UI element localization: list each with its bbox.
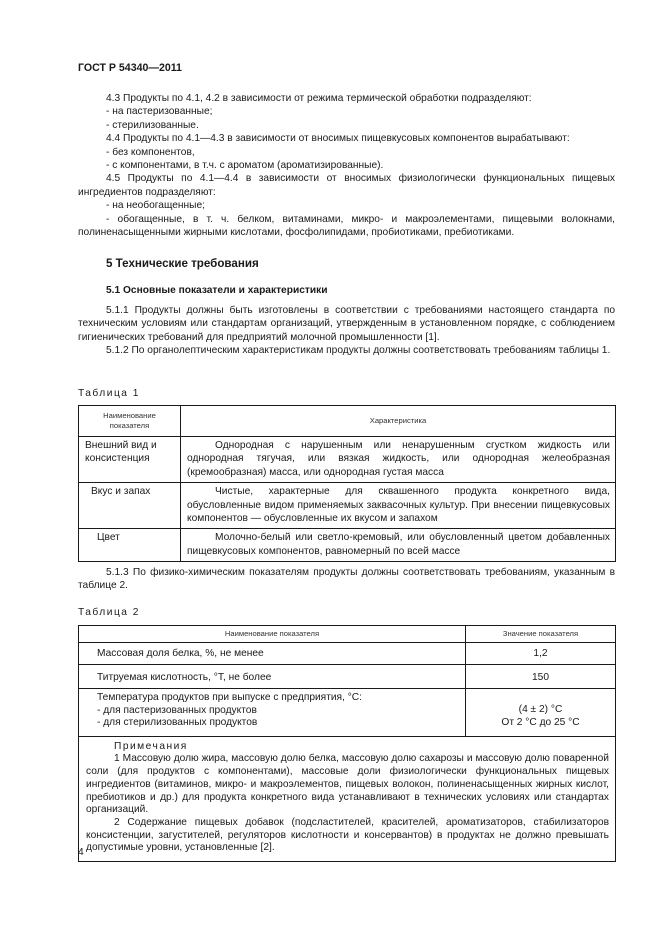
table1-wrap bbox=[78, 405, 615, 562]
table2-header-name: Наименование показателя bbox=[79, 626, 466, 643]
table-row bbox=[79, 483, 616, 529]
table2-caption-block bbox=[78, 606, 615, 619]
table2-row-value: От 2 °С до 25 °С bbox=[501, 716, 580, 728]
table2-header-value: Значение показателя bbox=[466, 626, 616, 643]
list-item: - без компонентов, bbox=[106, 146, 195, 158]
table2-row-value: (4 ± 2) °С bbox=[518, 704, 563, 715]
paragraph-5-1-2: 5.1.2 По органолептическим характеристикам продукты должны соответствовать требованиям таблицы 1. bbox=[106, 345, 611, 357]
paragraph-5-1-3-block bbox=[78, 566, 615, 593]
subsection-title: 5.1 Основные показатели и характеристики bbox=[106, 285, 328, 296]
list-item: - стерилизованные. bbox=[106, 119, 199, 131]
list-item: - с компонентами, в т.ч. с ароматом (ароматизированные). bbox=[106, 160, 384, 172]
paragraph-5-1-1-block bbox=[78, 304, 615, 358]
paragraph-5-1-3: 5.1.3 По физико-химическим показателям продукты должны соответствовать требованиям, указанным в таблице 2. bbox=[78, 567, 615, 592]
document-header: ГОСТ Р 54340—2011 bbox=[78, 62, 182, 74]
table2-notes bbox=[79, 736, 616, 861]
table2-row-temperature bbox=[79, 689, 466, 737]
table-row bbox=[79, 437, 616, 483]
table1-header-characteristic: Характеристика bbox=[181, 406, 616, 437]
table-row bbox=[79, 665, 616, 689]
table1-row-name: Вкус и запах bbox=[79, 483, 181, 529]
table1-row-value: Молочно-белый или светло-кремовый, или обусловленный цветом добавленных пищевкусовых компонентов, равномерный по всей массе bbox=[181, 529, 616, 562]
table1-header-name: Наименование показателя bbox=[79, 406, 181, 437]
page-number: 4 bbox=[78, 847, 84, 858]
notes-title: Примечания bbox=[114, 740, 188, 752]
table2 bbox=[78, 625, 616, 862]
table1-row-value: Чистые, характерные для сквашенного продукта конкретного вида, обусловленные видом применяемых заквасочных культур. При внесении пищевкусовых компонентов — обусловленные их вкусом и запахом bbox=[181, 483, 616, 529]
paragraph: 4.3 Продукты по 4.1, 4.2 в зависимости от режима термической обработки подразделяют: bbox=[106, 93, 532, 104]
table2-row-name: Температура продуктов при выпуске с предприятия, °С: bbox=[97, 692, 362, 703]
table2-row-subitem: - для стерилизованных продуктов bbox=[97, 717, 258, 729]
list-item: - обогащенные, в т. ч. белком, витаминами, микро- и макроэлементами, пищевыми волокнами, полиненасыщенными жирными кислотами, фосфолипидами, пробиотиками, пребиотиками. bbox=[78, 213, 615, 239]
note-1: 1 Массовую долю жира, массовую долю белка, массовую долю сахарозы и массовую долю поваренной соли (для продуктов с компонентами), массовые доли физиологически функциональных пищевых ингредиентов (витаминов, микро- и макроэлементов, пищевых волокон, полиненасыщенных жирных кислот, пребиотиков и др.) для продукта конкретного вида устанавливают в технических условиях или стандартах организаций. bbox=[86, 753, 609, 816]
table1-row-name: Цвет bbox=[79, 529, 181, 562]
section-5 bbox=[78, 257, 615, 270]
table1-row-name: Внешний вид и консистенция bbox=[79, 437, 181, 483]
list-item: - на пастеризованные; bbox=[106, 106, 213, 118]
paragraph: 4.5 Продукты по 4.1—4.4 в зависимости от вносимых физиологически функциональных пищевых ингредиентов подразделяют: bbox=[78, 173, 615, 198]
table2-row-temperature-values bbox=[466, 689, 616, 737]
table2-row-name: Массовая доля белка, %, не менее bbox=[79, 643, 466, 665]
list-item: - на необогащенные; bbox=[106, 200, 205, 212]
subsection-5-1 bbox=[78, 284, 615, 297]
table1-row-value: Однородная с нарушенным или ненарушенным сгустком жидкость или однородная тягучая, или вязкая жидкость, или однородная желеобразная (кремообразная) масса, или однородная густая масса bbox=[181, 437, 616, 483]
table-row bbox=[79, 529, 616, 562]
table2-row-name: Титруемая кислотность, °Т, не более bbox=[79, 665, 466, 689]
intro-block bbox=[78, 92, 615, 239]
table2-caption: Таблица 2 bbox=[78, 607, 140, 618]
table1-caption-block bbox=[78, 387, 615, 400]
paragraph-5-1-1: 5.1.1 Продукты должны быть изготовлены в соответствии с требованиями настоящего стандарта по техническим условиям или стандартам организаций, утвержденным в установленном порядке, с соблюдением гигиенических требований для предприятий молочной промышленности [1]. bbox=[78, 305, 615, 343]
table2-row-subitem: - для пастеризованных продуктов bbox=[97, 704, 257, 716]
note-2: 2 Содержание пищевых добавок (подсластителей, красителей, ароматизаторов, стабилизаторов консистенции, загустителей, регуляторов кислотности и консервантов) в продуктах не должно превышать допустимые уровни, установленные [2]. bbox=[86, 817, 609, 854]
table2-notes-row bbox=[79, 736, 616, 861]
table1 bbox=[78, 405, 616, 562]
table2-row-value: 150 bbox=[466, 665, 616, 689]
table-row bbox=[79, 643, 616, 665]
paragraph: 4.4 Продукты по 4.1—4.3 в зависимости от вносимых пищевкусовых компонентов вырабатывают: bbox=[106, 133, 570, 145]
table-row bbox=[79, 689, 616, 737]
section-title: 5 Технические требования bbox=[106, 257, 259, 270]
table2-row-value: 1,2 bbox=[466, 643, 616, 665]
table2-wrap bbox=[78, 625, 615, 862]
table1-caption: Таблица 1 bbox=[78, 388, 140, 399]
